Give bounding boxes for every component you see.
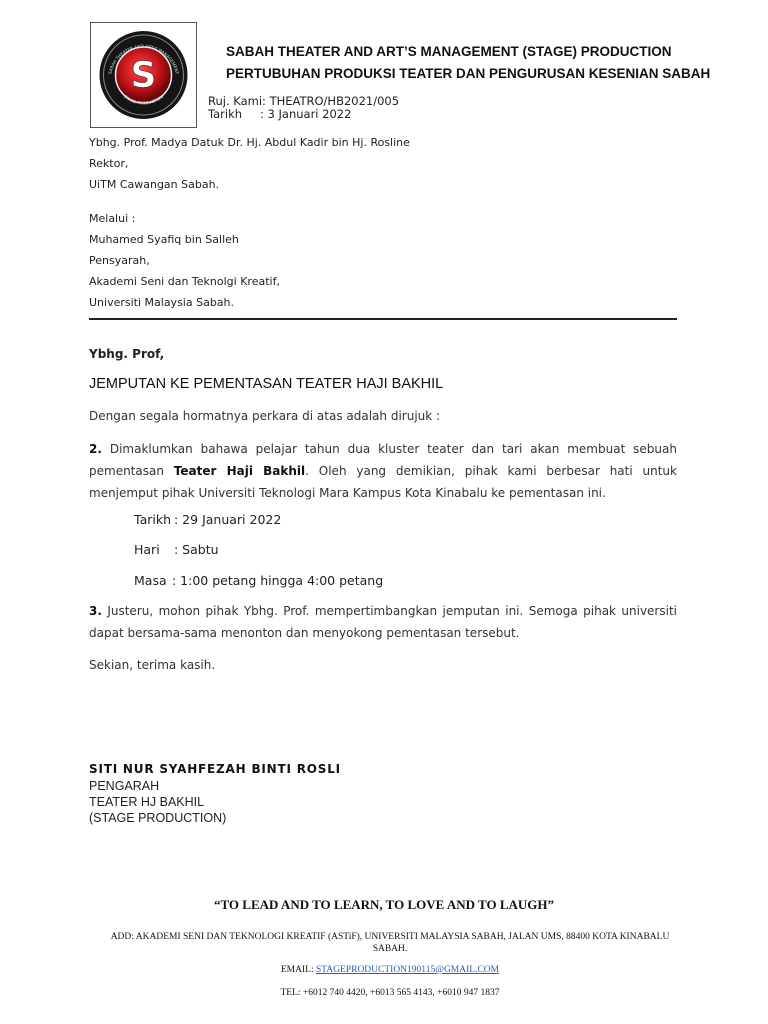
letter-date — [208, 107, 351, 121]
via-line: Pensyarah, — [89, 254, 150, 267]
via-line: Akademi Seni dan Teknolgi Kreatif, — [89, 275, 280, 288]
paragraph-2-text-a: Dimaklumkan bahawa pelajar tahun dua kluster teater dan tari akan membuat sebuah pementasan — [89, 442, 677, 478]
detail-label: Hari — [134, 542, 160, 557]
detail-label: Masa — [134, 573, 167, 588]
header-divider — [89, 318, 677, 320]
motto: “TO LEAD AND TO LEARN, TO LOVE AND TO LAUGH” — [213, 897, 555, 912]
logo-letter: S — [130, 55, 157, 96]
reference-number: Ruj. Kami: THEATRO/HB2021/005 — [208, 94, 400, 108]
detail-label: Tarikh — [134, 512, 171, 527]
detail-time — [134, 573, 383, 588]
footer-phone: TEL: +6012 740 4420, +6013 565 4143, +6010 947 1837 — [280, 988, 500, 998]
event-title: Teater Haji Bakhil — [173, 464, 306, 478]
footer-email — [110, 964, 670, 976]
footer-email-label: EMAIL: — [280, 965, 316, 975]
intro-paragraph: Dengan segala hormatnya perkara di atas adalah dirujuk : — [89, 409, 441, 423]
letter-date-label: Tarikh — [208, 107, 243, 121]
paragraph-3-text: Justeru, mohon pihak Ybhg. Prof. mempertimbangkan jemputan ini. Semoga pihak universiti dapat bersama-sama menonton dan menyokong pementasan tersebut. — [89, 604, 677, 640]
closing: Sekian, terima kasih. — [89, 658, 216, 672]
detail-day — [134, 542, 219, 557]
email-link[interactable]: STAGEPRODUCTION190115@GMAIL.COM — [315, 965, 500, 975]
letter-date-value: : 3 Januari 2022 — [260, 107, 352, 121]
logo-ring-text-top: SABAH THEATER AND ART'S MANAGEMENT — [107, 43, 180, 75]
salutation: Ybhg. Prof, — [89, 347, 165, 361]
footer-address: ADD: AKADEMI SENI DAN TEKNOLOGI KREATIF (ASTiF), UNIVERSITI MALAYSIA SABAH, JALAN UMS, 88400 KOTA KINABALU SABAH. — [110, 932, 670, 954]
detail-value: : Sabtu — [174, 542, 219, 557]
paragraph-2-number: 2. — [89, 442, 102, 456]
via-line: Muhamed Syafiq bin Salleh — [89, 233, 239, 246]
paragraph-3 — [89, 600, 677, 644]
signatory-name: SITI NUR SYAHFEZAH BINTI ROSLI — [89, 762, 341, 776]
paragraph-2 — [89, 438, 677, 504]
via-line: Universiti Malaysia Sabah. — [89, 296, 235, 309]
signatory-title: (STAGE PRODUCTION) — [89, 811, 227, 825]
recipient-line: Rektor, — [89, 157, 129, 170]
org-logo — [90, 22, 197, 128]
recipient-line: Ybhg. Prof. Madya Datuk Dr. Hj. Abdul Kadir bin Hj. Rosline — [89, 136, 410, 149]
detail-date — [134, 512, 281, 527]
signatory-title: TEATER HJ BAKHIL — [89, 795, 205, 809]
paragraph-3-number: 3. — [89, 604, 102, 618]
org-name-ms: PERTUBUHAN PRODUKSI TEATER DAN PENGURUSAN KESENIAN SABAH — [226, 66, 711, 81]
signatory-title: PENGARAH — [89, 779, 160, 793]
stage-production-logo-icon — [91, 23, 196, 127]
letter-subject: JEMPUTAN KE PEMENTASAN TEATER HAJI BAKHIL — [89, 376, 444, 392]
detail-value: : 1:00 petang hingga 4:00 petang — [172, 573, 384, 588]
recipient-line: UiTM Cawangan Sabah. — [89, 178, 220, 191]
logo-ring-text-bottom: STAGE PRODUCTION — [122, 94, 165, 106]
paragraph-2-text-b: . Oleh yang demikian, pihak kami berbesar hati untuk menjemput pihak Universiti Teknologi Mara Kampus Kota Kinabalu ke pementasan ini. — [89, 464, 677, 500]
via-line: Melalui : — [89, 212, 136, 225]
org-name-en: SABAH THEATER AND ART’S MANAGEMENT (STAGE) PRODUCTION — [226, 44, 672, 59]
detail-value: : 29 Januari 2022 — [174, 512, 282, 527]
